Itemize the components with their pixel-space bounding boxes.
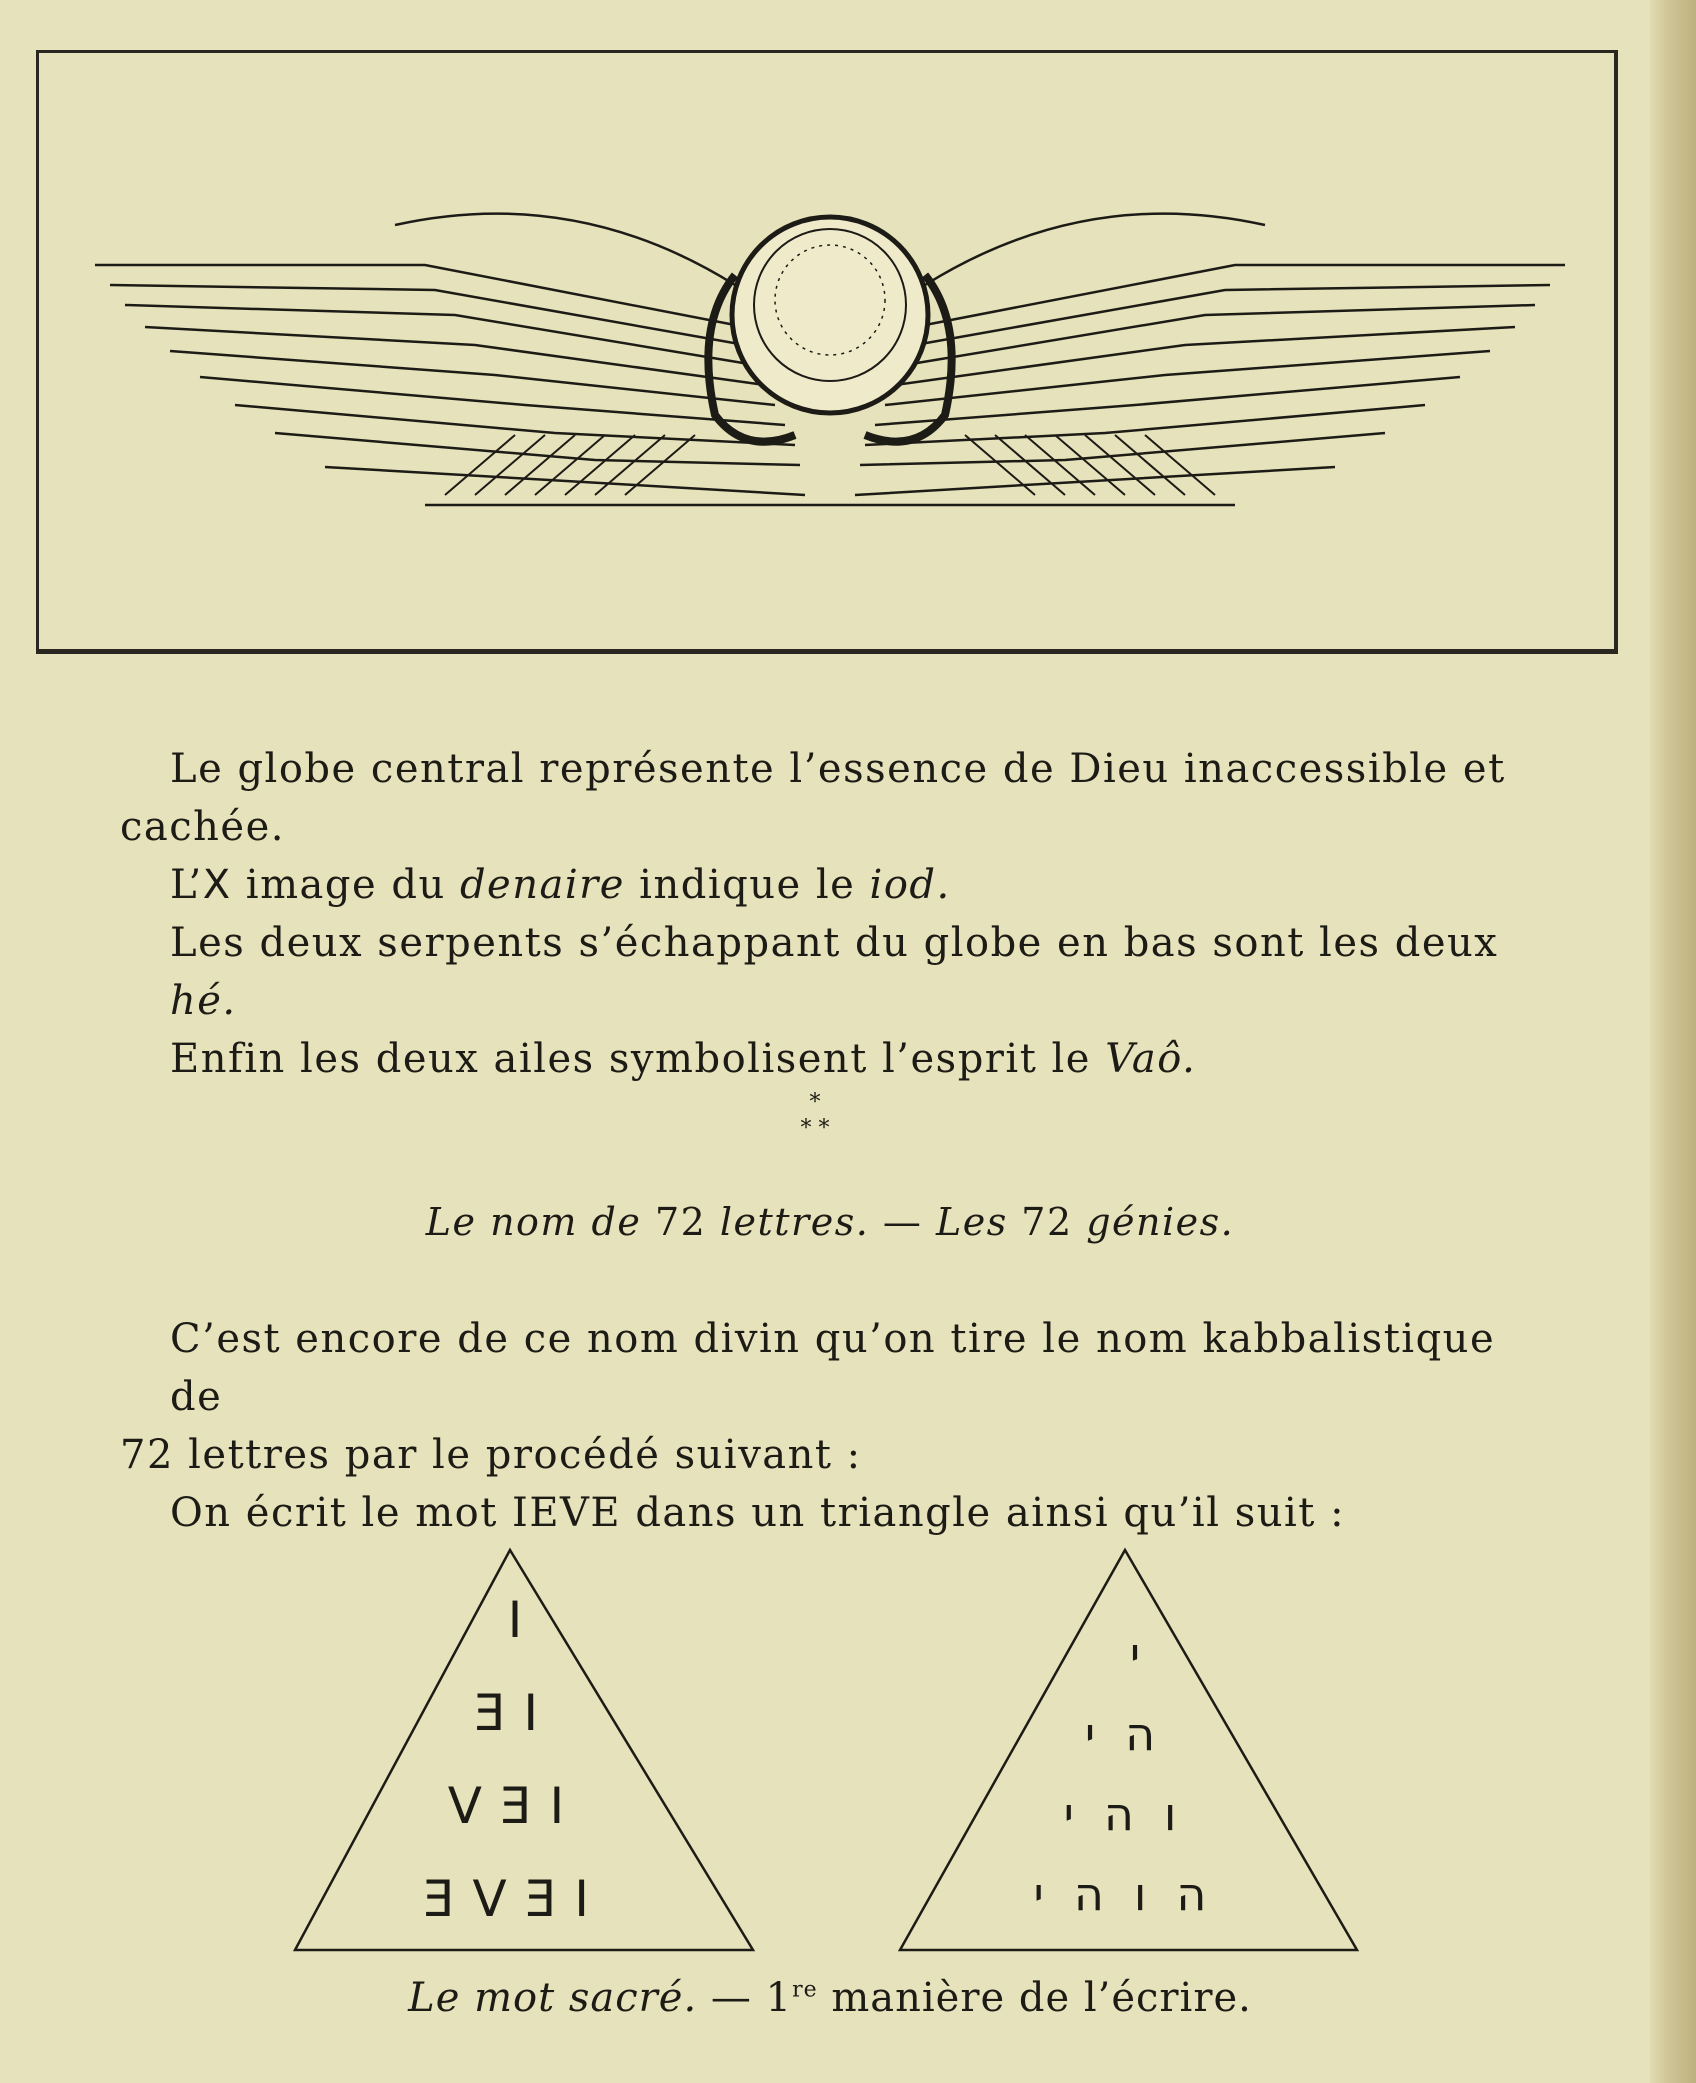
triangle-latin xyxy=(285,1545,765,1955)
triangle-hebrew-row-2: הי xyxy=(1084,1707,1186,1761)
caption-number: 1 xyxy=(765,1975,793,2021)
paragraph-denaire-prefix: L’ xyxy=(170,862,203,908)
paragraph-denaire-text: image du xyxy=(231,862,460,908)
paragraph-serpents-text: Les deux serpents s’échappant du globe en bas sont les deux xyxy=(170,920,1499,966)
denaire-x-mark: X xyxy=(202,862,232,908)
paragraph-denaire xyxy=(120,856,1540,914)
section-heading xyxy=(120,1200,1540,1244)
triangle-latin-row-4: ƎVƎI xyxy=(422,1870,608,1928)
vao-word: Vaô. xyxy=(1105,1036,1197,1082)
he-word: hé. xyxy=(170,978,237,1024)
paragraph-serpents xyxy=(120,914,1540,1030)
paragraph-globe-line2: cachée. xyxy=(120,804,285,850)
figure-caption xyxy=(120,1975,1540,2021)
caption-superscript: re xyxy=(792,1977,818,2003)
triangle-hebrew-row-1: י xyxy=(1129,1627,1141,1681)
paragraph-globe-line1: Le globe central représente l’essence de Dieu inaccessible et xyxy=(170,746,1506,792)
paragraph-globe xyxy=(120,740,1540,1088)
caption-rest: manière de l’écrire. xyxy=(817,1975,1252,2021)
triangle-latin-row-1: I xyxy=(507,1591,523,1649)
heading-part1: Le nom de xyxy=(425,1200,642,1244)
caption-title: Le mot sacré. xyxy=(408,1975,698,2021)
triangle-hebrew-row-3: והי xyxy=(1063,1787,1207,1841)
paragraph-ailes-text: Enfin les deux ailes symbolisent l’esprit le xyxy=(170,1036,1106,1082)
heading-part2: lettres. xyxy=(719,1200,870,1244)
triangle-latin-row-2: ƎI xyxy=(473,1684,557,1742)
heading-part3: Les xyxy=(935,1200,1008,1244)
heading-number2: 72 xyxy=(1007,1200,1087,1244)
asterism-top: * xyxy=(809,1090,821,1115)
paragraph-ailes xyxy=(120,1030,1540,1088)
asterism xyxy=(780,1090,850,1150)
paragraph-procede xyxy=(120,1310,1540,1542)
triangle-latin-row-3: VƎI xyxy=(447,1777,583,1835)
triangle-hebrew xyxy=(895,1545,1375,1955)
heading-separator: — xyxy=(869,1200,936,1244)
paragraph-denaire-text2: indique le xyxy=(624,862,870,908)
paragraph-procede-line2: 72 lettres par le procédé suivant : xyxy=(120,1432,862,1478)
caption-separator: — xyxy=(697,1975,766,2021)
iod-word: iod. xyxy=(869,862,951,908)
paragraph-ieve: On écrit le mot IEVE dans un triangle ainsi qu’il suit : xyxy=(170,1490,1346,1536)
winged-globe-illustration xyxy=(95,205,1565,525)
heading-number1: 72 xyxy=(641,1200,720,1244)
denaire-word: denaire xyxy=(459,862,625,908)
heading-part4: génies. xyxy=(1086,1200,1235,1244)
triangle-hebrew-row-4: הוהי xyxy=(1033,1867,1237,1921)
paragraph-procede-line1: C’est encore de ce nom divin qu’on tire le nom kabbalistique de xyxy=(170,1316,1496,1420)
asterism-bottom: * * xyxy=(800,1116,830,1141)
book-spine-edge xyxy=(1650,0,1696,2083)
